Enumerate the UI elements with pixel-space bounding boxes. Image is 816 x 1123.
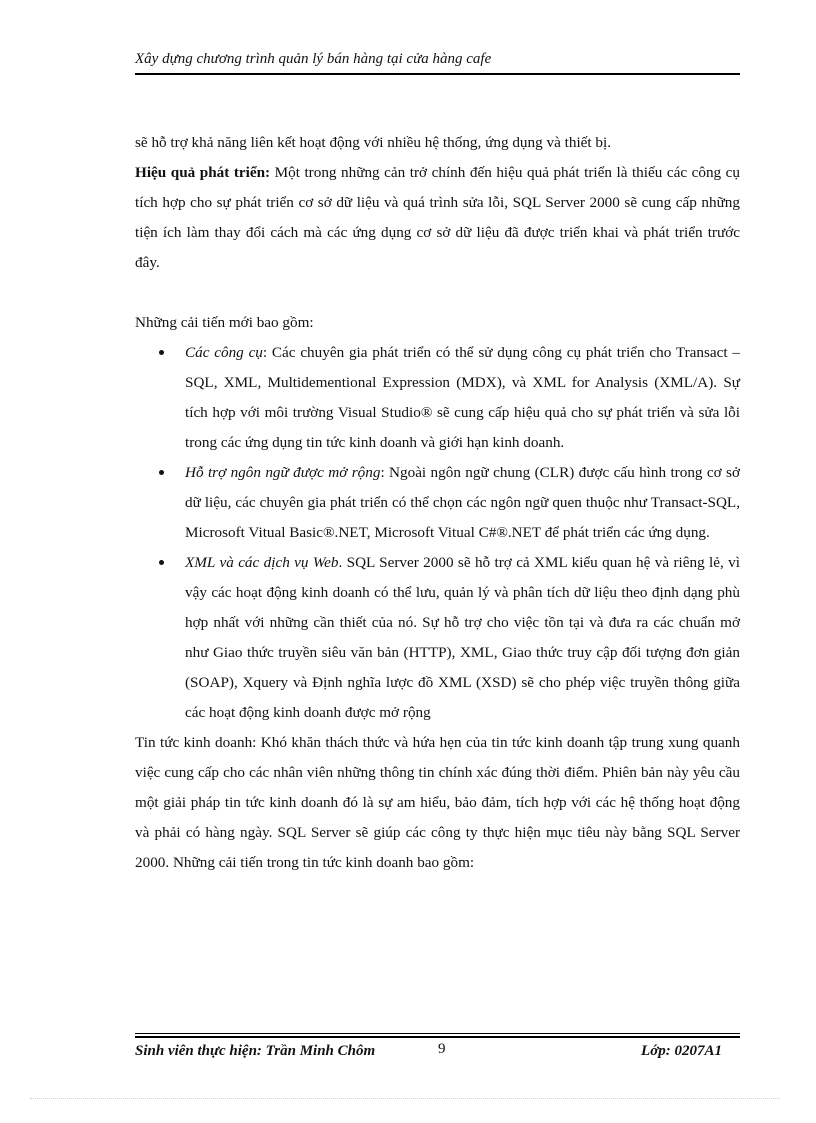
paragraph-business-intelligence: Tin tức kinh doanh: Khó khăn thách thức và hứa hẹn của tin tức kinh doanh tập trung xung quanh việc cung cấp cho các nhân viên những thông tin chính xác đúng thời điểm. Phiên bản này yêu cầu một giải pháp tin tức kinh doanh đó là sự am hiểu, bảo đảm, tích hợp với các hệ thống hoạt động và phải có hàng ngày. SQL Server sẽ giúp các công ty thực hiện mục tiêu này bằng SQL Server 2000. Những cải tiến trong tin tức kinh doanh bao gồm: <box>135 734 740 871</box>
list-item-label: XML và các dịch vụ Web <box>185 554 339 571</box>
improvements-list <box>135 338 740 728</box>
list-item-text: : Các chuyên gia phát triển có thể sử dụng công cụ phát triển cho Transact – SQL, XML, Multidementional Expression (MDX), và XML for Analysis (XML/A). Sự tích hợp với môi trường Visual Studio® sẽ cung cấp hiệu quả cho sự phát triển và sửa lỗi trong các ứng dụng tin tức kinh doanh và giới hạn kinh doanh. <box>185 344 740 451</box>
paragraph-text: Một trong những cản trở chính đến hiệu quả phát triển là thiếu các công cụ tích hợp cho sự phát triển cơ sở dữ liệu và quá trình sửa lỗi, SQL Server 2000 sẽ cung cấp những tiện ích làm thay đổi cách mà các ứng dụng cơ sở dữ liệu đã được triển khai và phát triển trước đây. <box>135 164 740 271</box>
paragraph-dev-efficiency <box>135 158 740 278</box>
paragraph-improvements-intro: Những cải tiến mới bao gồm: <box>135 314 314 331</box>
footer-rule-thin <box>135 1033 740 1034</box>
bullet-icon <box>159 560 164 565</box>
page-number: 9 <box>438 1041 446 1057</box>
page-boundary-line <box>30 1098 780 1099</box>
list-item-text: . SQL Server 2000 sẽ hỗ trợ cả XML kiểu quan hệ và riêng lẻ, vì vậy các hoạt động kinh doanh có thể lưu, quản lý và phân tích dữ liệu theo định dạng phù hợp nhất với những cần thiết của nó. Sự hỗ trợ cho việc tồn tại và đưa ra các chuẩn mở như Giao thức truyền siêu văn bản (HTTP), XML, Giao thức truy cập đối tượng đơn giản (SOAP), Xquery và Định nghĩa lược đồ XML (XSD) sẽ cho phép việc truyền thông giữa các hoạt động kinh doanh được mở rộng <box>185 554 740 721</box>
footer-class: Lớp: 0207A1 <box>641 1043 722 1059</box>
list-item-label: Các công cụ <box>185 344 263 361</box>
page-footer <box>135 1040 740 1062</box>
spacer <box>135 278 740 308</box>
page-header-title: Xây dựng chương trình quản lý bán hàng tại cửa hàng cafe <box>135 51 492 67</box>
bullet-icon <box>159 350 164 355</box>
footer-author: Sinh viên thực hiện: Trần Minh Chôm <box>135 1043 376 1059</box>
list-item <box>135 338 740 458</box>
bullet-icon <box>159 470 164 475</box>
list-item-text: : Ngoài ngôn ngữ chung (CLR) được cấu hình trong cơ sở dữ liệu, các chuyên gia phát triển có thể chọn các ngôn ngữ quen thuộc như Transact-SQL, Microsoft Vitual Basic®.NET, Microsoft Vitual C#®.NET để phát triển các ứng dụng. <box>185 464 740 541</box>
paragraph-label: Hiệu quả phát triển: <box>135 164 271 181</box>
header-rule <box>135 73 740 75</box>
paragraph-continuation: sẽ hỗ trợ khả năng liên kết hoạt động với nhiều hệ thống, ứng dụng và thiết bị. <box>135 134 612 151</box>
document-body <box>135 128 740 878</box>
list-item-label: Hỗ trợ ngôn ngữ được mở rộng <box>185 464 381 481</box>
list-item <box>135 548 740 728</box>
list-item <box>135 458 740 548</box>
